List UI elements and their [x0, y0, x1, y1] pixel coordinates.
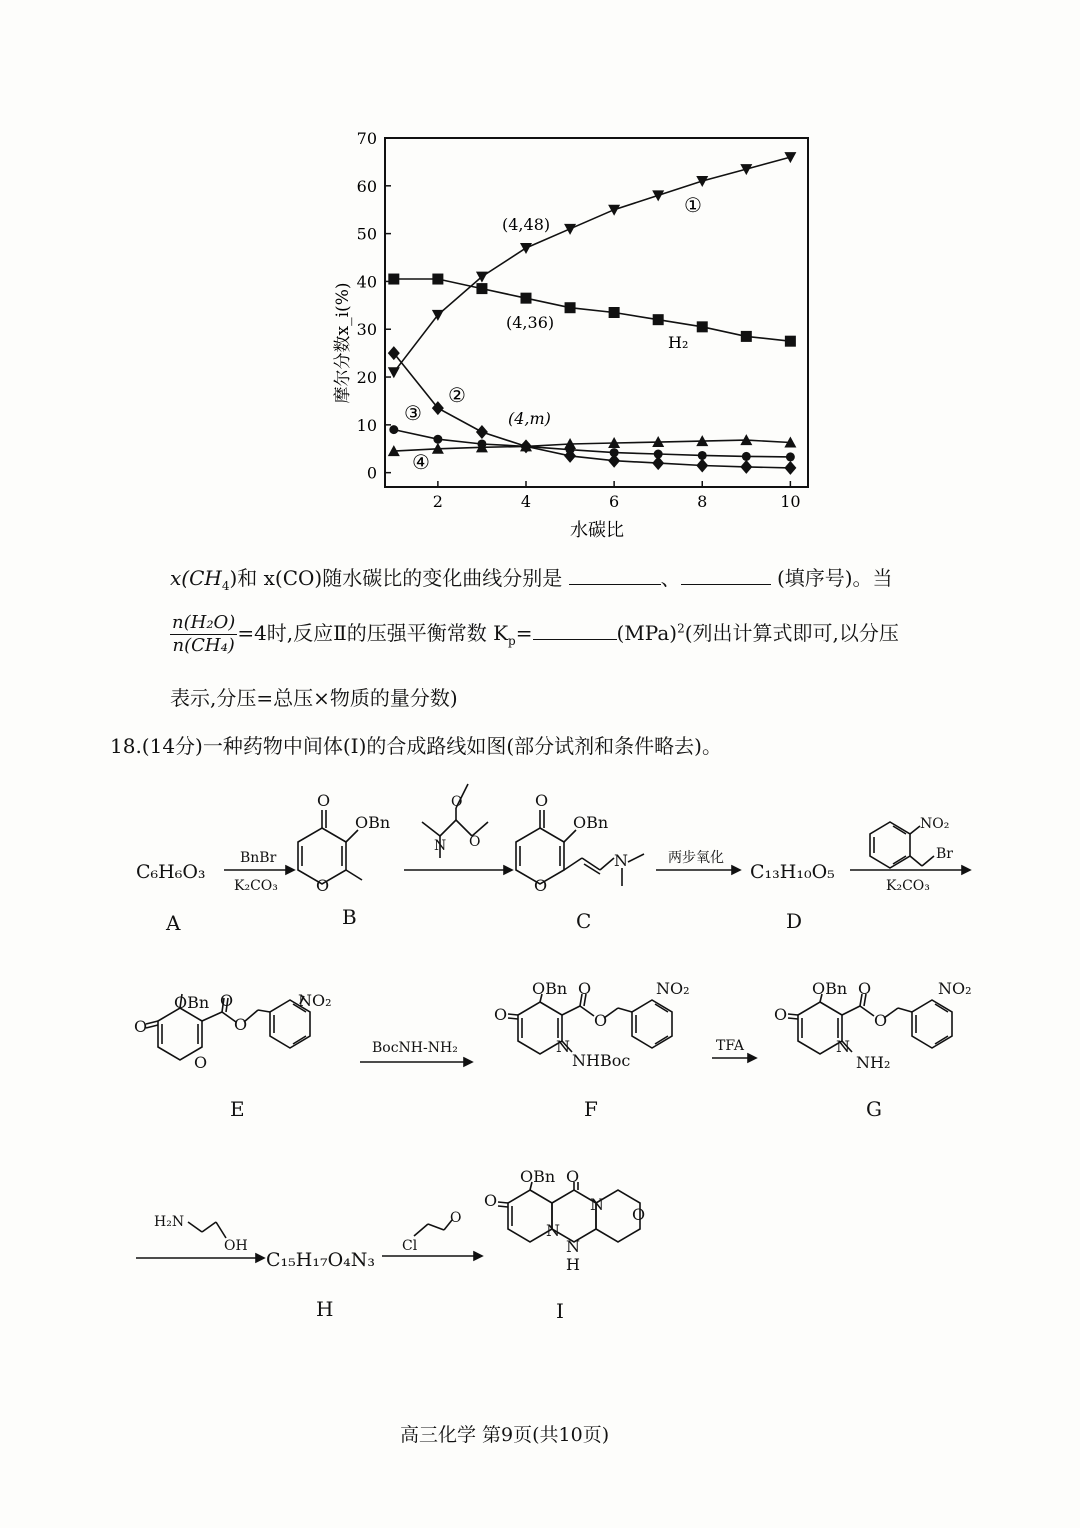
- q17-sub-4: 4: [221, 579, 230, 593]
- F-obn: OBn: [532, 979, 568, 998]
- E-ester-o: O: [234, 1015, 248, 1034]
- G-ester-co: O: [858, 979, 872, 998]
- series-line: [394, 279, 791, 341]
- data-point-square: [741, 331, 752, 342]
- q17-line2: [170, 612, 899, 657]
- C-ring-o: O: [534, 876, 548, 895]
- q17-sup-2: 2: [677, 621, 685, 636]
- E-ester-co: O: [220, 991, 234, 1010]
- C-carbonyl-o: O: [535, 791, 549, 810]
- annotation-4-m: (4,m): [508, 409, 551, 428]
- y-tick-label: 70: [356, 129, 377, 148]
- answer-blank-2[interactable]: [681, 564, 771, 585]
- y-tick-label: 20: [356, 368, 377, 388]
- q17-text-kp: =4时,反应Ⅱ的压强平衡常数 K: [237, 621, 509, 645]
- F-ester-o: O: [594, 1011, 608, 1030]
- x-axis-label: 水碳比: [570, 520, 624, 541]
- formula-H: C₁₅H₁₇O₄N₃: [266, 1249, 376, 1271]
- annotation-h2: H₂: [668, 333, 689, 352]
- data-point-square: [653, 314, 664, 325]
- E-ring-o: O: [194, 1053, 208, 1072]
- formula-A: C₆H₆O₃: [136, 861, 206, 883]
- G-ester-o: O: [874, 1011, 888, 1030]
- synthesis-scheme: [0, 760, 1080, 1360]
- data-point-square: [609, 307, 620, 318]
- B-obn: OBn: [355, 813, 391, 832]
- structure-G: [788, 994, 952, 1054]
- x-tick-label: 4: [520, 492, 532, 511]
- C-obn: OBn: [573, 813, 609, 832]
- data-point-diamond: [696, 458, 708, 472]
- E-no2: NO₂: [298, 991, 332, 1010]
- label-B: B: [342, 905, 357, 929]
- F-carbonyl-o: O: [494, 1005, 508, 1024]
- answer-blank-1[interactable]: [569, 564, 661, 585]
- label-E: E: [230, 1097, 245, 1121]
- reagent-k2co3-2: K₂CO₃: [886, 878, 930, 894]
- data-point-diamond: [784, 461, 796, 475]
- data-point-circle: [786, 452, 795, 461]
- label-F: F: [584, 1097, 598, 1121]
- reagent-bnbr: BnBr: [240, 850, 277, 866]
- F-ester-co: O: [578, 979, 592, 998]
- I-ring-o: O: [632, 1205, 646, 1224]
- F-ring-n: N: [556, 1037, 570, 1056]
- G-ring-n: N: [836, 1037, 850, 1056]
- reagent-no2: NO₂: [920, 816, 950, 832]
- label-I: I: [556, 1299, 564, 1323]
- dmf-o1: O: [451, 794, 463, 810]
- F-nhboc: NHBoc: [572, 1051, 631, 1070]
- plot-frame: [385, 138, 808, 487]
- I-n-lower: N: [546, 1221, 560, 1240]
- E-obn: OBn: [174, 993, 210, 1012]
- I-n-upper: N: [590, 1195, 604, 1214]
- q17-text-d: (列出计算式即可,以分压: [684, 621, 899, 645]
- y-axis-label: 摩尔分数x_i(%): [333, 282, 353, 404]
- ratio-fraction: [170, 612, 237, 657]
- y-tick-label: 60: [356, 176, 377, 196]
- data-point-circle: [742, 452, 751, 461]
- y-tick-label: 10: [356, 415, 377, 435]
- E-carbonyl-o: O: [134, 1017, 148, 1036]
- x-tick-label: 10: [780, 492, 801, 511]
- reagent-chloroacetaldehyde: [414, 1220, 452, 1236]
- data-point-triangle-down: [652, 190, 664, 201]
- annotation-curve-1: ①: [684, 193, 702, 217]
- data-point-square: [388, 274, 399, 285]
- annotation-4-48: (4,48): [502, 215, 551, 234]
- reagent-tfa: TFA: [716, 1038, 744, 1054]
- data-point-circle: [698, 451, 707, 460]
- reagent-two-step-oxidation: 两步氧化: [668, 850, 724, 866]
- reagent-ethanolamine: [188, 1222, 226, 1238]
- label-D: D: [786, 909, 803, 933]
- I-nh-n: N: [566, 1237, 580, 1256]
- q17-line3: 表示,分压=总压×物质的量分数): [170, 686, 458, 710]
- molar-fraction-chart: [320, 128, 840, 548]
- label-H: H: [316, 1297, 334, 1321]
- annotation-curve-3: ③: [404, 401, 422, 425]
- reagent-h2n: H₂N: [154, 1214, 185, 1230]
- q17-tail: (填序号)。当: [776, 566, 893, 590]
- G-carbonyl-o: O: [774, 1005, 788, 1024]
- data-point-square: [521, 293, 532, 304]
- G-no2: NO₂: [938, 979, 972, 998]
- data-point-triangle-down: [608, 205, 620, 216]
- C-n: N: [614, 851, 628, 870]
- y-tick-label: 40: [356, 272, 377, 292]
- reagent-aldehyde-o: O: [450, 1210, 462, 1226]
- I-carbonyl-o: O: [484, 1191, 498, 1210]
- reagent-br: Br: [936, 846, 953, 862]
- formula-D: C₁₃H₁₀O₅: [750, 861, 835, 883]
- data-point-square: [697, 321, 708, 332]
- data-point-triangle-down: [520, 243, 532, 254]
- data-point-circle: [654, 450, 663, 459]
- I-amide-o: O: [566, 1167, 580, 1186]
- y-tick-label: 50: [356, 224, 377, 244]
- q17-sep: 、: [660, 566, 681, 590]
- annotation-curve-4: ④: [412, 450, 430, 474]
- structure-F: [508, 994, 672, 1054]
- F-no2: NO₂: [656, 979, 690, 998]
- I-obn: OBn: [520, 1167, 556, 1186]
- data-point-triangle-down: [696, 176, 708, 187]
- data-point-square: [432, 274, 443, 285]
- data-point-circle: [433, 435, 442, 444]
- annotation-curve-2: ②: [448, 383, 466, 407]
- fraction-denominator: n(CH₄): [172, 635, 235, 656]
- data-point-square: [476, 283, 487, 294]
- data-point-diamond: [476, 425, 488, 439]
- data-point-triangle-down: [564, 224, 576, 235]
- q17-text-c: )和 x(CO)随水碳比的变化曲线分别是: [229, 566, 563, 590]
- q17-line1: [170, 562, 893, 593]
- I-nh-h: H: [566, 1255, 580, 1274]
- series-line: [394, 157, 791, 372]
- structure-I: [498, 1182, 640, 1242]
- x-tick-label: 2: [432, 492, 443, 511]
- B-ring-o: O: [316, 876, 330, 895]
- annotation-4-36: (4,36): [506, 313, 555, 332]
- data-point-square: [565, 302, 576, 313]
- q17-sub-p: p: [508, 634, 516, 648]
- fraction-numerator: n(H₂O): [172, 612, 236, 633]
- answer-blank-3[interactable]: [533, 619, 617, 640]
- reagent-bocnhnh2: BocNH-NH₂: [372, 1040, 458, 1056]
- data-point-circle: [389, 425, 398, 434]
- q18-title: 18.(14分)一种药物中间体(Ⅰ)的合成路线如图(部分试剂和条件略去)。: [110, 734, 722, 758]
- q17-text-a: x(CH: [170, 566, 222, 590]
- x-tick-label: 8: [697, 492, 708, 511]
- label-G: G: [866, 1097, 882, 1121]
- page-footer: 高三化学 第9页(共10页): [400, 1424, 610, 1446]
- x-tick-label: 6: [609, 492, 620, 511]
- G-obn: OBn: [812, 979, 848, 998]
- data-point-circle: [610, 448, 619, 457]
- series-line: [394, 440, 791, 451]
- reagent-k2co3-1: K₂CO₃: [234, 878, 278, 894]
- q17-eq: =: [515, 621, 533, 645]
- reagent-oh: OH: [224, 1238, 248, 1254]
- dmf-o2: O: [469, 834, 481, 850]
- structure-B: [298, 810, 362, 884]
- B-carbonyl-o: O: [317, 791, 331, 810]
- dmf-n: N: [434, 838, 447, 854]
- label-C: C: [576, 909, 592, 933]
- label-A: A: [166, 911, 181, 935]
- reagent-cl: Cl: [402, 1238, 418, 1254]
- q17-unit: (MPa): [616, 621, 678, 645]
- y-tick-label: 30: [356, 320, 377, 340]
- y-tick-label: 0: [366, 463, 377, 483]
- data-point-square: [785, 336, 796, 347]
- G-nh2: NH₂: [856, 1053, 891, 1072]
- data-point-diamond: [740, 460, 752, 474]
